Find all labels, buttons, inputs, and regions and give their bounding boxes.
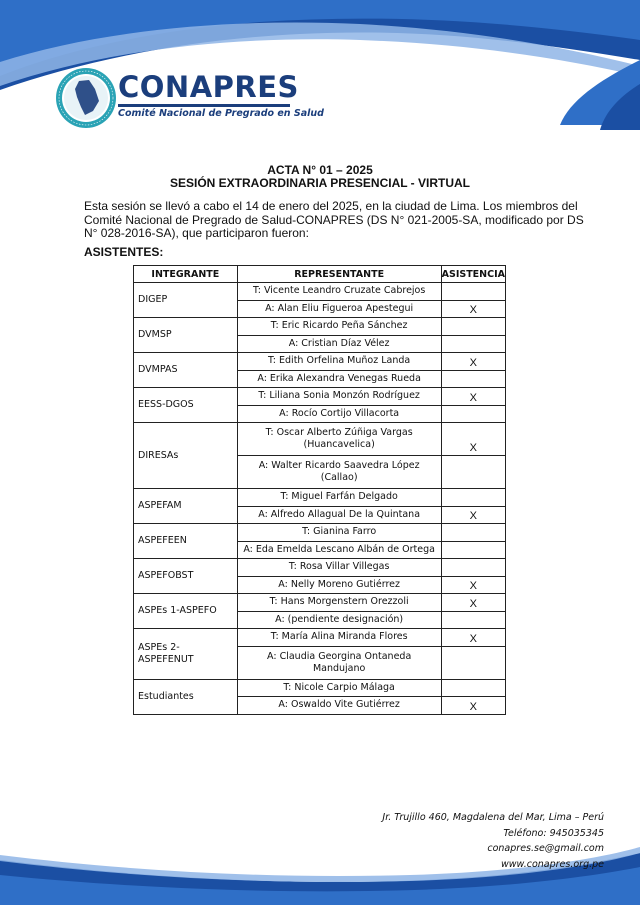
footer-website[interactable]: www.conapres.org.pe bbox=[501, 858, 604, 870]
table-row bbox=[134, 524, 506, 542]
footer-address: Jr. Trujillo 460, Magdalena del Mar, Lima – Perú bbox=[382, 812, 604, 823]
cell-representante: A: Claudia Georgina Ontaneda Mandujano bbox=[237, 646, 441, 679]
cell-representante: A: Erika Alexandra Venegas Rueda bbox=[237, 370, 441, 388]
intro-paragraph: Esta sesión se llevó a cabo el 14 de enero del 2025, en la ciudad de Lima. Los miembros del Comité Nacional de Pregrado de Salud-CONAPRES (DS N° 021-2005-SA, modificado por DS N° 028-2016-SA), que participaron fueron: bbox=[84, 199, 584, 240]
cell-integrante: Estudiantes bbox=[134, 679, 238, 714]
footer-email[interactable]: conapres.se@gmail.com bbox=[487, 843, 604, 854]
cell-representante: A: Alfredo Allagual De la Quintana bbox=[237, 506, 441, 524]
cell-asistencia: X bbox=[441, 388, 505, 406]
cell-asistencia bbox=[441, 559, 505, 577]
cell-integrante: DVMPAS bbox=[134, 353, 238, 388]
cell-representante: T: Nicole Carpio Málaga bbox=[237, 679, 441, 697]
cell-representante: T: Miguel Farfán Delgado bbox=[237, 489, 441, 507]
cell-asistencia: X bbox=[441, 300, 505, 318]
cell-representante: T: Oscar Alberto Zúñiga Vargas (Huancavelica) bbox=[237, 423, 441, 456]
cell-integrante: ASPEFAM bbox=[134, 489, 238, 524]
cell-representante: A: (pendiente designación) bbox=[237, 611, 441, 629]
header-asistencia: ASISTENCIA bbox=[441, 266, 505, 283]
table-row bbox=[134, 388, 506, 406]
attendees-label: ASISTENTES: bbox=[84, 245, 164, 259]
conapres-logo bbox=[55, 67, 117, 129]
brand-subtitle: Comité Nacional de Pregrado en Salud bbox=[118, 108, 324, 119]
brand-name: CONAPRES bbox=[118, 70, 299, 104]
cell-representante: A: Rocío Cortijo Villacorta bbox=[237, 405, 441, 423]
table-row bbox=[134, 423, 506, 456]
cell-representante: A: Oswaldo Vite Gutiérrez bbox=[237, 697, 441, 715]
table-body bbox=[134, 283, 506, 715]
cell-asistencia: X bbox=[441, 353, 505, 371]
cell-representante: T: Vicente Leandro Cruzate Cabrejos bbox=[237, 283, 441, 301]
cell-representante: A: Alan Eliu Figueroa Apestegui bbox=[237, 300, 441, 318]
table-row bbox=[134, 594, 506, 612]
cell-integrante: DIGEP bbox=[134, 283, 238, 318]
cell-asistencia: X bbox=[441, 629, 505, 647]
cell-asistencia bbox=[441, 524, 505, 542]
document-title: ACTA N° 01 – 2025 bbox=[267, 163, 373, 177]
cell-integrante: DIRESAs bbox=[134, 423, 238, 489]
cell-representante: A: Walter Ricardo Saavedra López (Callao) bbox=[237, 456, 441, 489]
cell-asistencia: X bbox=[441, 423, 505, 456]
header-integrante: INTEGRANTE bbox=[134, 266, 238, 283]
cell-integrante: DVMSP bbox=[134, 318, 238, 353]
cell-asistencia bbox=[441, 370, 505, 388]
attendance-table bbox=[133, 265, 506, 715]
cell-representante: T: Eric Ricardo Peña Sánchez bbox=[237, 318, 441, 336]
cell-integrante: ASPEs 1-ASPEFO bbox=[134, 594, 238, 629]
cell-representante: T: Liliana Sonia Monzón Rodríguez bbox=[237, 388, 441, 406]
table-row bbox=[134, 283, 506, 301]
cell-asistencia bbox=[441, 679, 505, 697]
cell-representante: A: Nelly Moreno Gutiérrez bbox=[237, 576, 441, 594]
cell-representante: T: María Alina Miranda Flores bbox=[237, 629, 441, 647]
cell-asistencia bbox=[441, 318, 505, 336]
cell-asistencia bbox=[441, 541, 505, 559]
table-row bbox=[134, 318, 506, 336]
cell-representante: T: Edith Orfelina Muñoz Landa bbox=[237, 353, 441, 371]
table-row bbox=[134, 559, 506, 577]
table-header-row bbox=[134, 266, 506, 283]
cell-asistencia bbox=[441, 611, 505, 629]
cell-integrante: ASPEFEEN bbox=[134, 524, 238, 559]
cell-asistencia bbox=[441, 335, 505, 353]
cell-representante: T: Hans Morgenstern Orezzoli bbox=[237, 594, 441, 612]
cell-representante: T: Rosa Villar Villegas bbox=[237, 559, 441, 577]
cell-asistencia bbox=[441, 456, 505, 489]
cell-representante: A: Eda Emelda Lescano Albán de Ortega bbox=[237, 541, 441, 559]
brand-underline bbox=[118, 104, 290, 107]
cell-asistencia: X bbox=[441, 697, 505, 715]
cell-asistencia bbox=[441, 646, 505, 679]
cell-representante: T: Gianina Farro bbox=[237, 524, 441, 542]
cell-representante: A: Cristian Díaz Vélez bbox=[237, 335, 441, 353]
cell-integrante: ASPEs 2-ASPEFENUT bbox=[134, 629, 238, 680]
footer-contact bbox=[382, 810, 604, 872]
cell-integrante: ASPEFOBST bbox=[134, 559, 238, 594]
cell-asistencia: X bbox=[441, 506, 505, 524]
cell-asistencia: X bbox=[441, 594, 505, 612]
footer-phone: Teléfono: 945035345 bbox=[503, 827, 604, 839]
cell-asistencia bbox=[441, 489, 505, 507]
cell-asistencia: X bbox=[441, 576, 505, 594]
document-subtitle: SESIÓN EXTRAORDINARIA PRESENCIAL - VIRTUAL bbox=[169, 176, 471, 190]
cell-asistencia bbox=[441, 405, 505, 423]
header-representante: REPRESENTANTE bbox=[237, 266, 441, 283]
table-row bbox=[134, 489, 506, 507]
table-row bbox=[134, 629, 506, 647]
table-row bbox=[134, 353, 506, 371]
cell-asistencia bbox=[441, 283, 505, 301]
cell-integrante: EESS-DGOS bbox=[134, 388, 238, 423]
table-row bbox=[134, 679, 506, 697]
